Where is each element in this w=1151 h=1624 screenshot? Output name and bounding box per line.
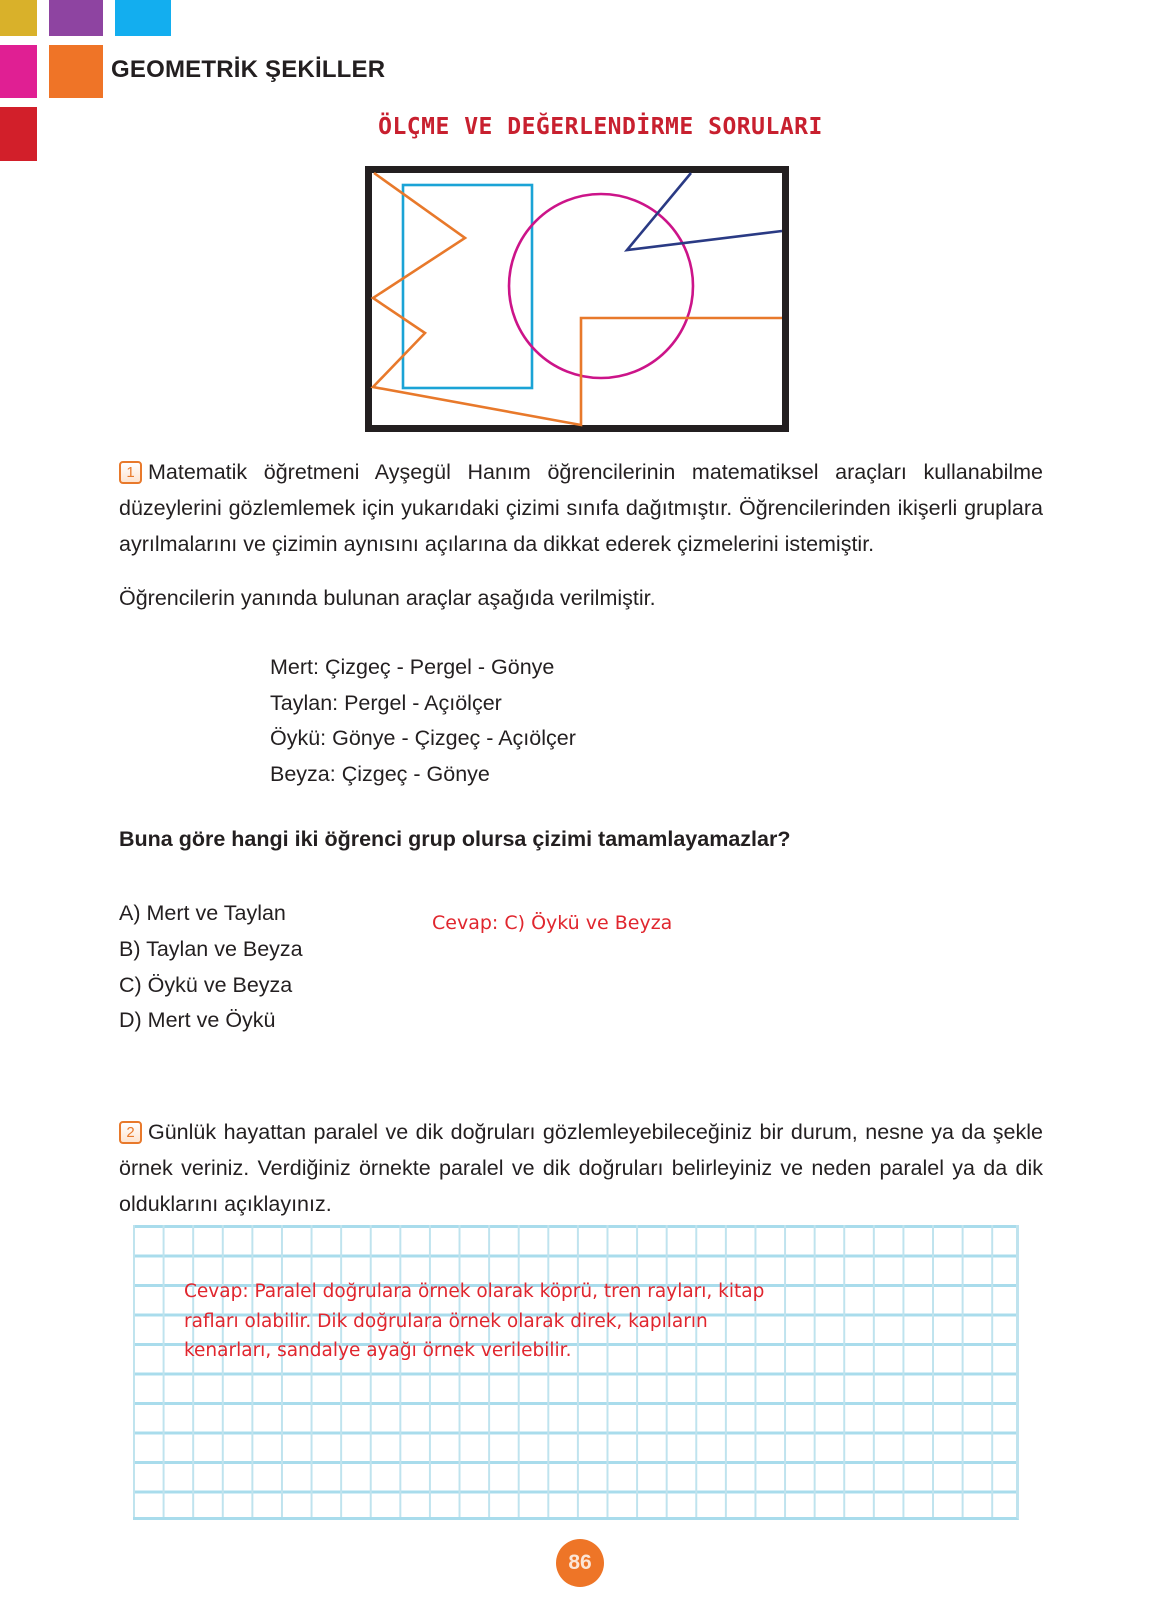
question1-intro: Öğrencilerin yanında bulunan araçlar aşağıda verilmiştir.	[119, 586, 656, 610]
question2-body: Günlük hayattan paralel ve dik doğruları gözlemleyebileceğiniz bir durum, nesne ya da şekle örnek veriniz. Verdiğiniz örnekte paralel ve dik doğruları belirleyiniz ve neden paralel ya da dik olduklarını açıklayınız.	[119, 1120, 1043, 1216]
option-b[interactable]: B) Taylan ve Beyza	[119, 936, 303, 961]
magenta-square	[0, 45, 37, 98]
answer-line: rafları olabilir. Dik doğrulara örnek olarak direk, kapıların	[184, 1310, 708, 1332]
answer-line: kenarları, sandalye ayağı örnek verilebilir.	[184, 1340, 572, 1361]
tools-list-item: Mert: Çizgeç - Pergel - Gönye	[270, 655, 555, 679]
tools-list	[270, 650, 576, 792]
question2-answer	[184, 1277, 884, 1366]
question1-text	[119, 454, 1043, 562]
tools-list-item: Öykü: Gönye - Çizgeç - Açıölçer	[270, 726, 576, 750]
answer-grid-area[interactable]	[133, 1225, 1019, 1520]
question1-prompt: Buna göre hangi iki öğrenci grup olursa çizimi tamamlayamazlar?	[119, 827, 791, 851]
tools-list-item: Beyza: Çizgeç - Gönye	[270, 761, 490, 786]
cyan-square	[115, 0, 171, 36]
chapter-title: GEOMETRİK ŞEKİLLER	[111, 56, 386, 83]
answer-options	[119, 896, 303, 1039]
purple-square	[49, 0, 103, 36]
option-d[interactable]: D) Mert ve Öykü	[119, 1008, 276, 1033]
question-number-badge: 2	[119, 1121, 142, 1144]
answer-line: Cevap: Paralel doğrulara örnek olarak köprü, tren rayları, kitap	[184, 1281, 765, 1302]
section-title: ÖLÇME VE DEĞERLENDİRME SORULARI	[378, 114, 823, 140]
figure-frame	[369, 170, 786, 429]
option-a[interactable]: A) Mert ve Taylan	[119, 901, 286, 925]
question2-text	[119, 1114, 1043, 1222]
orange-square	[49, 45, 103, 98]
question1-body: Matematik öğretmeni Ayşegül Hanım öğrencilerinin matematiksel araçları kullanabilme düzeylerini gözlemlemek için yukarıdaki çizimi sınıfa dağıtmıştır. Öğrencilerinden ikişerli gruplara ayrılmalarını ve çizimin aynısını açılarına da dikkat ederek çizmelerini istemiştir.	[119, 460, 1043, 556]
tools-list-item: Taylan: Pergel - Açıölçer	[270, 690, 502, 715]
page-number-badge: 86	[556, 1539, 604, 1587]
geometric-figure	[365, 166, 789, 432]
yellow-square	[0, 0, 37, 36]
question1-answer: Cevap: C) Öykü ve Beyza	[432, 912, 673, 934]
question-number-badge: 1	[119, 461, 142, 484]
option-c[interactable]: C) Öykü ve Beyza	[119, 972, 293, 997]
